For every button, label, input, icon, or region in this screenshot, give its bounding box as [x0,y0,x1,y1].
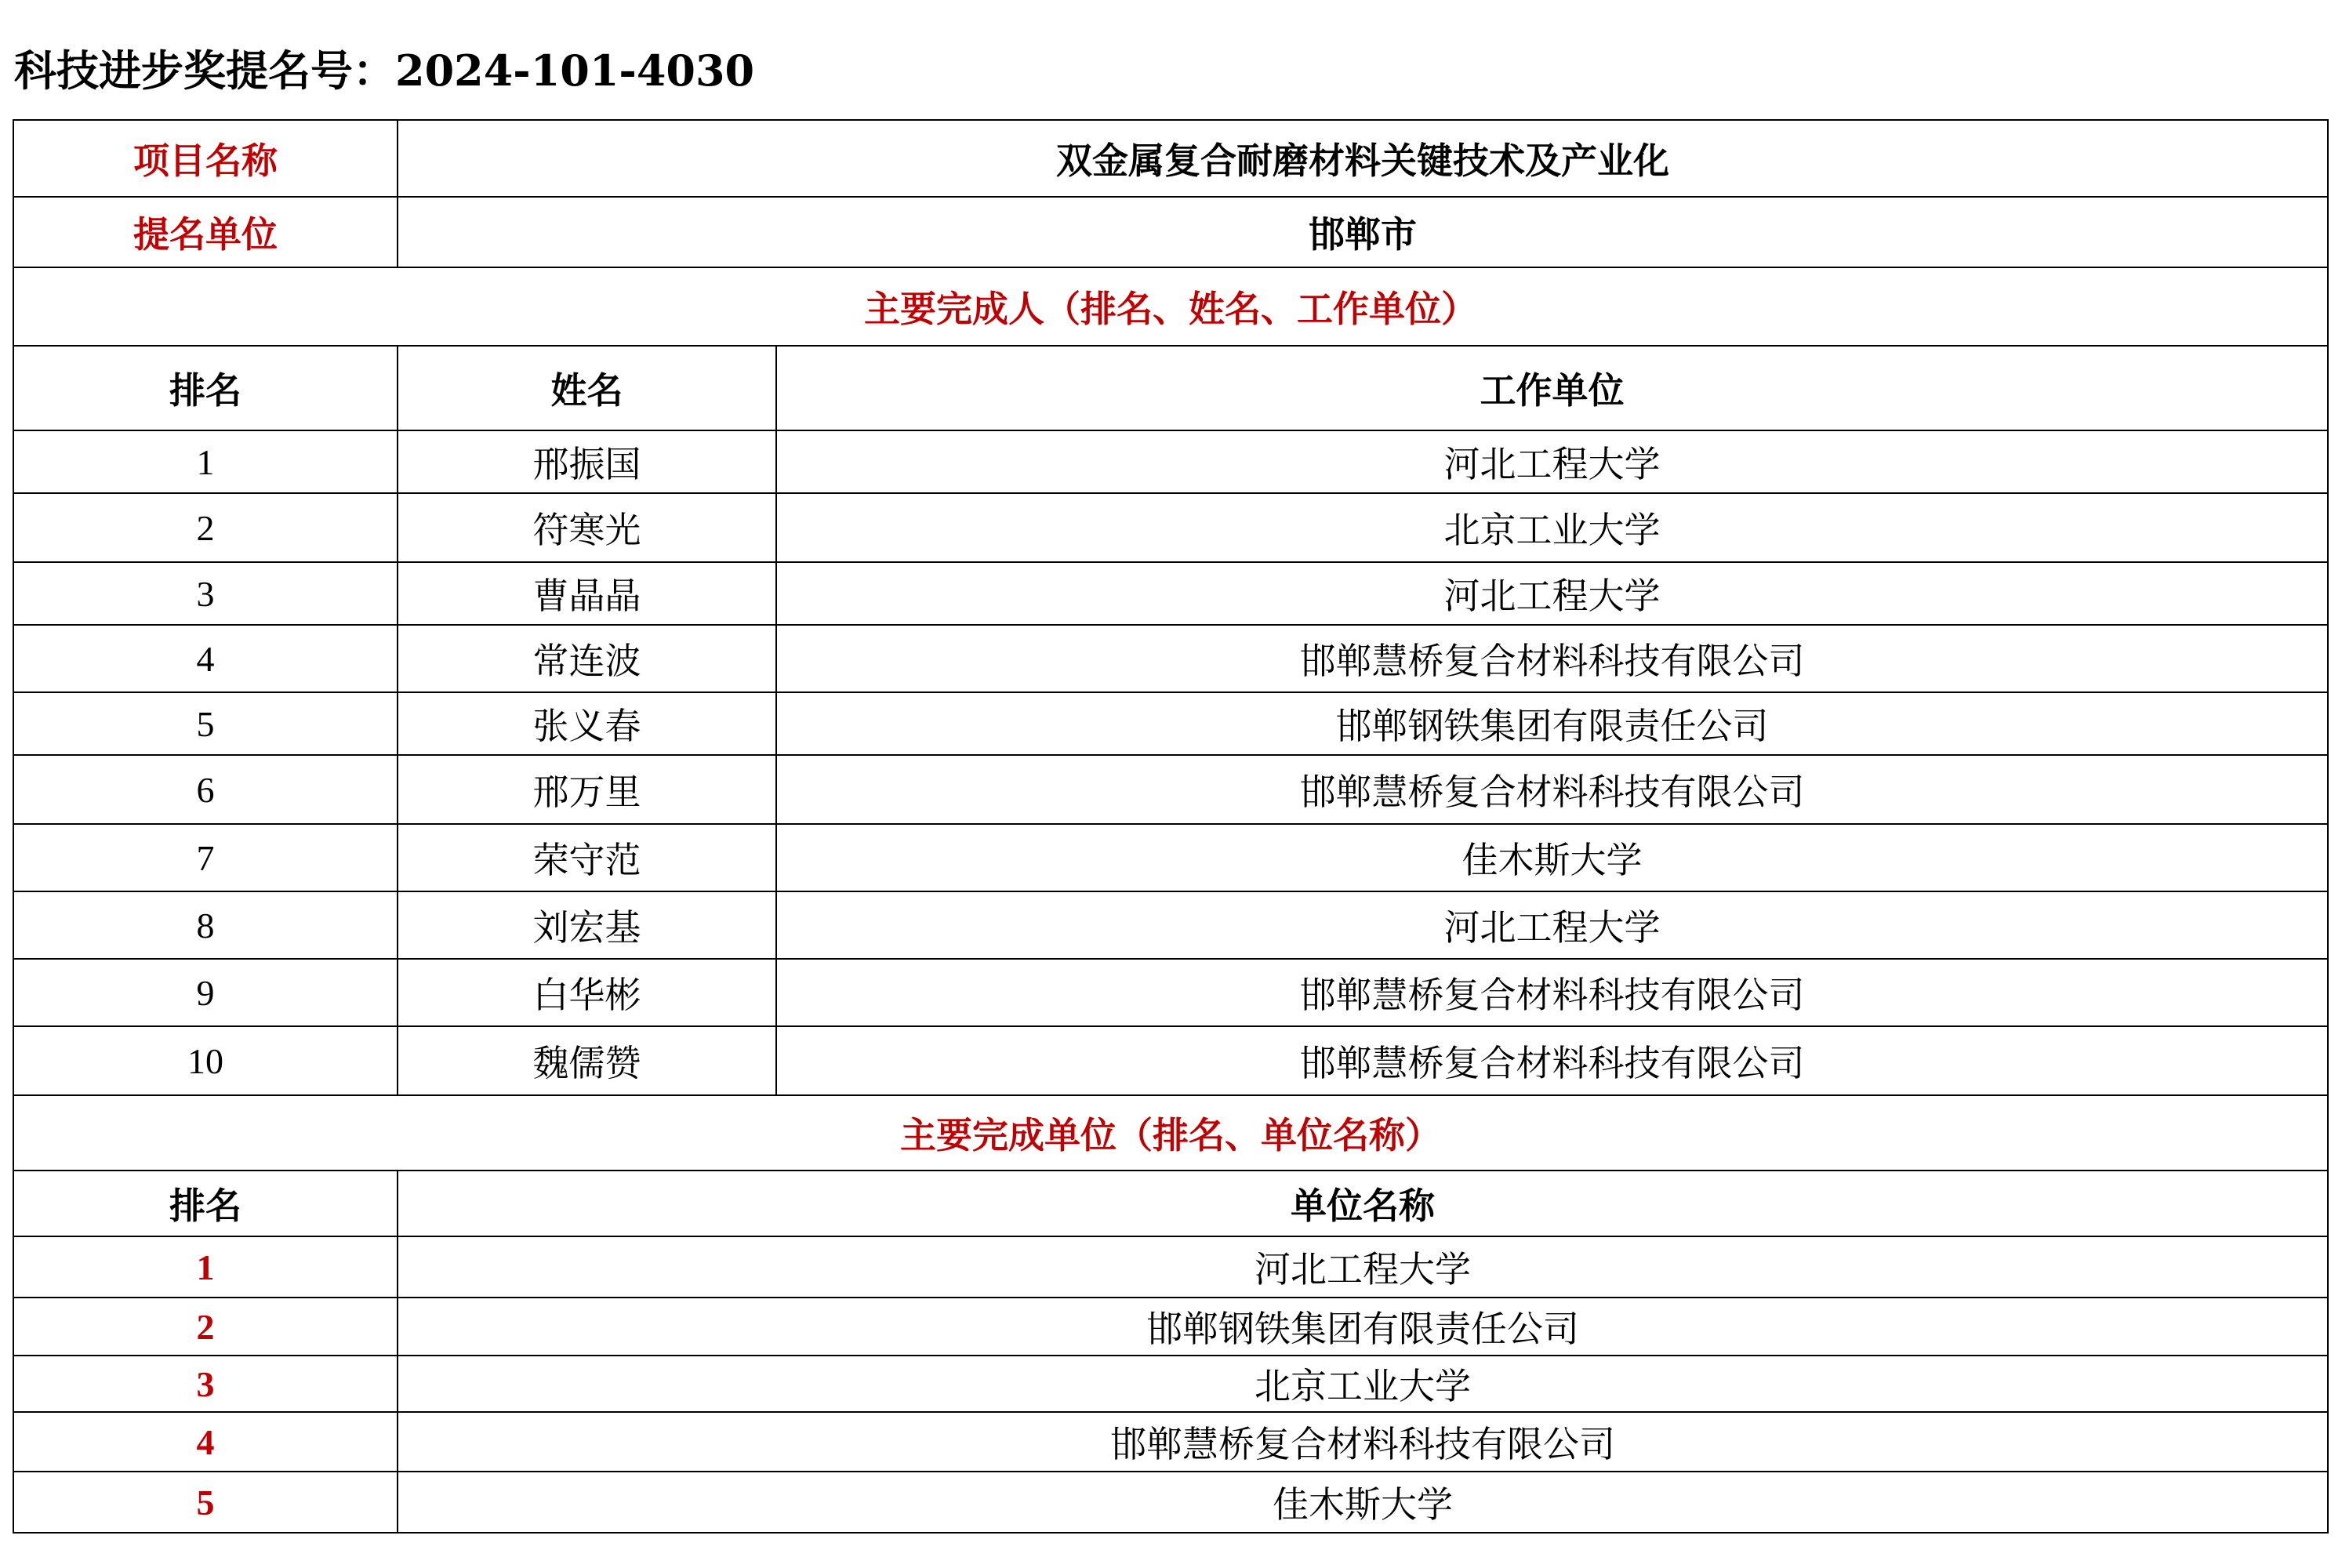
units-section-title-row [13,1095,2328,1171]
page-title: 科技进步奖提名号：2024-101-4030 [14,45,755,96]
person-rank: 6 [13,755,398,824]
unit-row [13,1472,2328,1533]
unit-row [13,1412,2328,1472]
person-rank: 2 [13,493,398,562]
person-name: 张义春 [398,692,776,755]
person-unit: 河北工程大学 [776,430,2328,493]
persons-header-rank: 排名 [13,346,398,430]
person-unit: 邯郸慧桥复合材料科技有限公司 [776,755,2328,824]
unit-rank: 4 [13,1412,398,1472]
person-row [13,824,2328,891]
person-unit: 邯郸慧桥复合材料科技有限公司 [776,625,2328,692]
persons-header-unit: 工作单位 [776,346,2328,430]
unit-rank: 2 [13,1298,398,1356]
nomination-table [13,119,2329,1534]
person-unit: 邯郸慧桥复合材料科技有限公司 [776,959,2328,1026]
person-rank: 9 [13,959,398,1026]
person-name: 曹晶晶 [398,562,776,625]
person-rank: 7 [13,824,398,891]
person-unit: 佳木斯大学 [776,824,2328,891]
person-name: 白华彬 [398,959,776,1026]
person-row [13,625,2328,692]
person-unit: 邯郸钢铁集团有限责任公司 [776,692,2328,755]
persons-header-name: 姓名 [398,346,776,430]
project-name-row [13,120,2328,197]
nominator-label: 提名单位 [13,197,398,267]
person-row [13,1026,2328,1095]
units-header-rank: 排名 [13,1171,398,1236]
person-name: 邢万里 [398,755,776,824]
person-unit: 河北工程大学 [776,891,2328,959]
person-rank: 1 [13,430,398,493]
person-rank: 4 [13,625,398,692]
unit-row [13,1236,2328,1298]
units-header-name: 单位名称 [398,1171,2328,1236]
person-row [13,562,2328,625]
persons-section-title: 主要完成人（排名、姓名、工作单位） [13,267,2328,346]
person-name: 刘宏基 [398,891,776,959]
person-rank: 8 [13,891,398,959]
unit-name: 邯郸钢铁集团有限责任公司 [398,1298,2328,1356]
unit-name: 佳木斯大学 [398,1472,2328,1533]
person-rank: 3 [13,562,398,625]
person-row [13,755,2328,824]
project-name-label: 项目名称 [13,120,398,197]
person-row [13,430,2328,493]
person-name: 魏儒赞 [398,1026,776,1095]
person-unit: 邯郸慧桥复合材料科技有限公司 [776,1026,2328,1095]
unit-name: 邯郸慧桥复合材料科技有限公司 [398,1412,2328,1472]
person-name: 常连波 [398,625,776,692]
nominator-value: 邯郸市 [398,197,2328,267]
unit-rank: 1 [13,1236,398,1298]
person-row [13,692,2328,755]
unit-row [13,1298,2328,1356]
person-name: 邢振国 [398,430,776,493]
person-row [13,493,2328,562]
person-rank: 5 [13,692,398,755]
persons-section-title-row [13,267,2328,346]
unit-name: 北京工业大学 [398,1356,2328,1412]
person-row [13,959,2328,1026]
unit-rank: 5 [13,1472,398,1533]
person-unit: 河北工程大学 [776,562,2328,625]
units-section-title: 主要完成单位（排名、单位名称） [13,1095,2328,1171]
person-row [13,891,2328,959]
person-unit: 北京工业大学 [776,493,2328,562]
person-rank: 10 [13,1026,398,1095]
project-name-value: 双金属复合耐磨材料关键技术及产业化 [398,120,2328,197]
unit-rank: 3 [13,1356,398,1412]
unit-name: 河北工程大学 [398,1236,2328,1298]
person-name: 荣守范 [398,824,776,891]
person-name: 符寒光 [398,493,776,562]
units-header-row [13,1171,2328,1236]
unit-row [13,1356,2328,1412]
persons-header-row [13,346,2328,430]
nominator-row [13,197,2328,267]
